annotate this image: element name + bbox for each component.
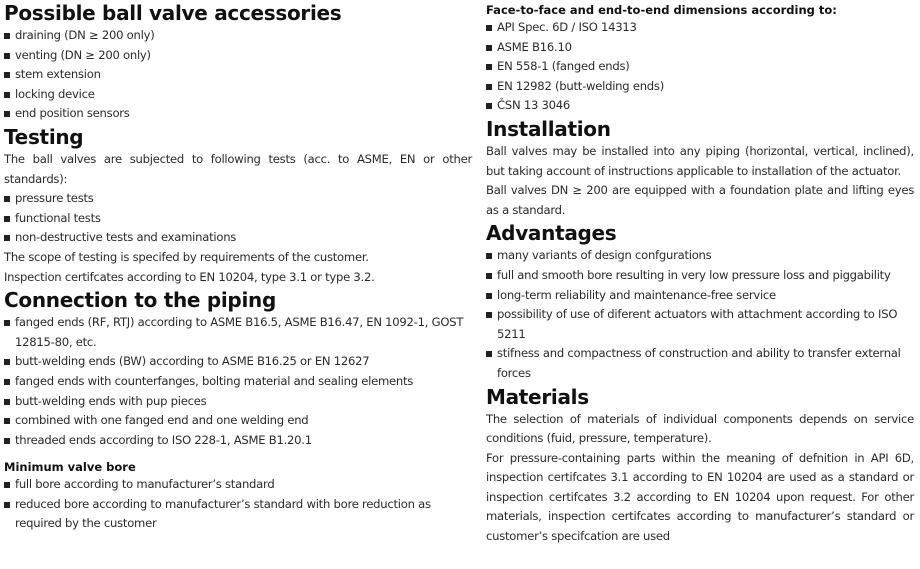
bullet-icon (486, 312, 492, 318)
materials-section (486, 384, 914, 547)
installation-text-1: Ball valves may be installed into any piping (horizontal, vertical, inclined), but taking account of instructions applicable to installation of the actuator. (486, 143, 914, 178)
materials-heading: Materials (486, 384, 589, 409)
testing-intro: The ball valves are subjected to following tests (acc. to ASME, EN or other standards): (4, 151, 472, 186)
right-column (486, 0, 914, 547)
list-item: long-term reliability and maintenance-free service (486, 286, 914, 306)
testing-list (4, 189, 472, 248)
advantages-list (486, 246, 914, 383)
list-item: butt-welding ends with pup pieces (4, 392, 472, 412)
accessories-list (4, 26, 472, 124)
bullet-icon (4, 216, 10, 222)
testing-section (4, 124, 472, 287)
bullet-icon (486, 351, 492, 357)
bullet-icon (486, 25, 492, 31)
bullet-icon (486, 293, 492, 299)
testing-scope: The scope of testing is specifed by requirements of the customer. (4, 249, 369, 264)
bullet-icon (4, 33, 10, 39)
bullet-icon (4, 235, 10, 241)
list-item: ČSN 13 3046 (486, 96, 914, 116)
accessories-section (4, 0, 472, 124)
materials-text-2: For pressure-containing parts within the meaning of defnition in API 6D, inspection certifcates 3.1 according to EN 10204 are used as a standard or inspection certifcates 3.2 according to EN 10204 upon request. For other materials, inspection certifcates according to manufacturer’s standard or customer’s specifcation are used (486, 450, 914, 544)
list-item: non-destructive tests and examinations (4, 228, 472, 248)
list-item: locking device (4, 85, 472, 105)
dimensions-section (486, 0, 914, 116)
bullet-icon (486, 84, 492, 90)
connection-list (4, 313, 472, 450)
spacer (4, 450, 472, 459)
bullet-icon (4, 438, 10, 444)
bullet-icon (486, 64, 492, 70)
bore-list (4, 475, 472, 534)
list-item: full bore according to manufacturer’s standard (4, 475, 472, 495)
list-item: venting (DN ≥ 200 only) (4, 46, 472, 66)
list-item: possibility of use of diferent actuators with attachment according to ISO 5211 (486, 305, 914, 344)
list-item: draining (DN ≥ 200 only) (4, 26, 472, 46)
bore-section (4, 459, 472, 534)
list-item: stem extension (4, 65, 472, 85)
installation-heading: Installation (486, 116, 611, 141)
list-item: EN 12982 (butt-welding ends) (486, 77, 914, 97)
bullet-icon (4, 359, 10, 365)
bullet-icon (4, 418, 10, 424)
bullet-icon (4, 92, 10, 98)
bullet-icon (4, 379, 10, 385)
list-item: EN 558-1 (fanged ends) (486, 57, 914, 77)
dimensions-heading: Face-to-face and end-to-end dimensions according to: (486, 3, 837, 17)
bullet-icon (4, 320, 10, 326)
bullet-icon (486, 45, 492, 51)
connection-section (4, 287, 472, 450)
installation-text-2: Ball valves DN ≥ 200 are equipped with a foundation plate and lifting eyes as a standard. (486, 183, 914, 217)
list-item: many variants of design confgurations (486, 246, 914, 266)
installation-section (486, 116, 914, 220)
list-item: stifness and compactness of construction and ability to transfer external forces (486, 344, 914, 383)
bullet-icon (4, 399, 10, 405)
bullet-icon (4, 53, 10, 59)
list-item: API Spec. 6D / ISO 14313 (486, 18, 914, 38)
list-item: full and smooth bore resulting in very low pressure loss and piggability (486, 266, 914, 286)
list-item: fanged ends (RF, RTJ) according to ASME B16.5, ASME B16.47, EN 1092-1, GOST 12815-80, etc. (4, 313, 472, 352)
list-item: combined with one fanged end and one welding end (4, 411, 472, 431)
list-item: threaded ends according to ISO 228-1, ASME B1.20.1 (4, 431, 472, 451)
list-item: butt-welding ends (BW) according to ASME B16.25 or EN 12627 (4, 352, 472, 372)
bullet-icon (4, 502, 10, 508)
list-item: end position sensors (4, 104, 472, 124)
list-item: functional tests (4, 209, 472, 229)
bullet-icon (486, 273, 492, 279)
bullet-icon (4, 196, 10, 202)
bullet-icon (486, 103, 492, 109)
bullet-icon (4, 111, 10, 117)
left-column (4, 0, 472, 534)
bullet-icon (4, 72, 10, 78)
list-item: fanged ends with counterfanges, bolting material and sealing elements (4, 372, 472, 392)
bullet-icon (486, 253, 492, 259)
testing-certs: Inspection certifcates according to EN 10204, type 3.1 or type 3.2. (4, 269, 375, 284)
dimensions-list (486, 18, 914, 116)
testing-heading: Testing (4, 124, 84, 149)
connection-heading: Connection to the piping (4, 288, 276, 313)
advantages-section (486, 220, 914, 383)
bullet-icon (4, 482, 10, 488)
accessories-heading: Possible ball valve accessories (4, 1, 342, 25)
list-item: pressure tests (4, 189, 472, 209)
list-item: ASME B16.10 (486, 38, 914, 58)
materials-text-1: The selection of materials of individual components depends on service conditions (fuid, pressure, temperature). (486, 411, 914, 446)
advantages-heading: Advantages (486, 221, 617, 246)
bore-heading: Minimum valve bore (4, 460, 136, 475)
list-item: reduced bore according to manufacturer’s standard with bore reduction as required by the customer (4, 495, 472, 534)
